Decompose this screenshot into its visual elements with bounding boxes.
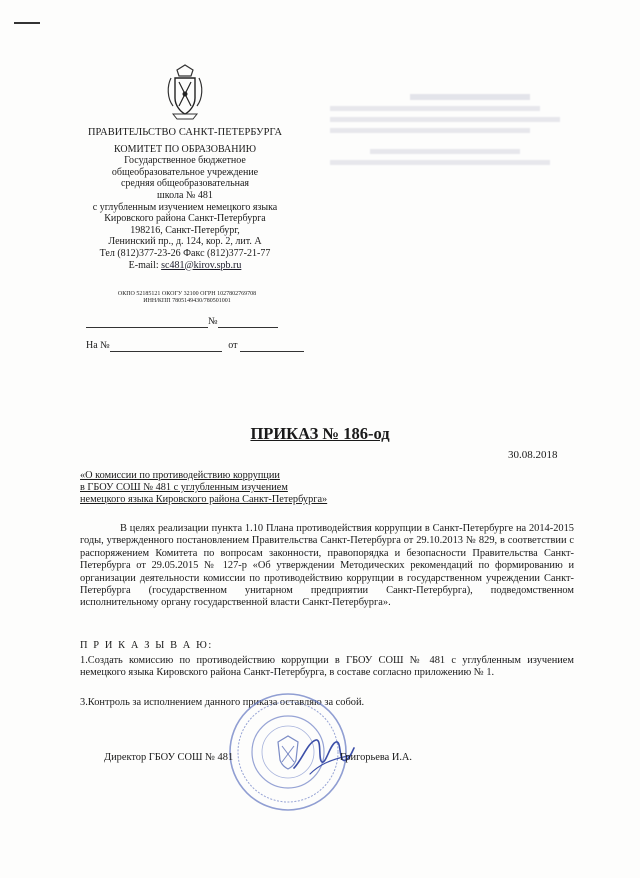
scan-mark	[14, 22, 40, 24]
organization-header	[70, 127, 300, 271]
signer-name: Григорьева И.А.	[340, 752, 413, 763]
committee-name: КОМИТЕТ ПО ОБРАЗОВАНИЮ	[114, 143, 256, 155]
institution-line: с углубленным изучением немецкого языка	[92, 201, 278, 213]
date-from-label: от	[228, 340, 238, 351]
institution-line: общеобразовательное учреждение	[111, 166, 259, 178]
number-sign: №	[208, 316, 218, 327]
institution-line: средняя общеобразовательная	[120, 178, 250, 190]
document-subject	[80, 470, 410, 507]
institution-line: школа № 481	[157, 189, 213, 201]
institution-line: Государственное бюджетное	[124, 155, 246, 167]
subject-line: «О комиссии по противодействию коррупции	[80, 470, 280, 481]
postal-code: 198216, Санкт-Петербург,	[130, 224, 240, 236]
government-name: ПРАВИТЕЛЬСТВО САНКТ-ПЕТЕРБУРГА	[87, 127, 283, 138]
subject-line: немецкого языка Кировского района Санкт-Петербурга»	[80, 494, 328, 506]
order-item-1: 1.Создать комиссию по противодействию коррупции в ГБОУ СОШ № 481 с углубленным изучением немецкого языка Кировского района Санкт-Петербурга, в составе согласно приложению № 1.	[80, 655, 574, 679]
email-label: E-mail:	[128, 259, 162, 271]
document-title: ПРИКАЗ № 186-од	[250, 424, 390, 443]
order-heading: П Р И К А З Ы В А Ю:	[80, 640, 213, 651]
email-link[interactable]: sc481@kirov.spb.ru	[161, 259, 242, 271]
incoming-number-label: На №	[86, 340, 110, 351]
bleed-through	[330, 90, 570, 220]
email-line	[70, 260, 300, 272]
codes-line: ИНН/КПП 7805149430/780501001	[143, 298, 231, 305]
outgoing-number-line	[86, 316, 278, 328]
preamble-paragraph: В целях реализации пункта 1.10 Плана противодействия коррупции в Санкт-Петербурге на 2014-2015 годы, утвержденного постановлением Правительства Санкт-Петербурга от 29.10.2013 № 829, в соответствии с распоряжением Комитета по вопросам законности, правопорядка и безопасности Правительства Санкт-Петербурга от 29.05.2015 № 127-р «Об утверждении Методических рекомендаций по формированию и организации деятельности комиссии по противодействию коррупции в государственном учреждении Санкт-Петербурга (государственном унитарном предприятии Санкт-Петербурга), подведомственном исполнительному органу государственной власти Санкт-Петербурга».	[80, 523, 574, 609]
signer-position: Директор ГБОУ СОШ № 481	[104, 752, 234, 763]
registration-codes	[92, 291, 282, 306]
street-address: Ленинский пр., д. 124, кор. 2, лит. А	[108, 236, 262, 248]
institution-line: Кировского района Санкт-Петербурга	[104, 213, 266, 225]
order-item-3: 3.Контроль за исполнением данного приказа оставляю за собой.	[80, 697, 365, 708]
phone-fax: Тел (812)377-23-26 Факс (812)377-21-77	[99, 247, 271, 259]
coat-of-arms-icon	[163, 64, 207, 122]
document-date: 30.08.2018	[508, 449, 558, 461]
subject-line: в ГБОУ СОШ № 481 с углубленным изучением	[80, 482, 288, 494]
codes-line: ОКПО 52185121 ОКОГУ 32100 ОГРН 1027802769708	[117, 291, 257, 297]
incoming-number-line	[86, 340, 304, 352]
